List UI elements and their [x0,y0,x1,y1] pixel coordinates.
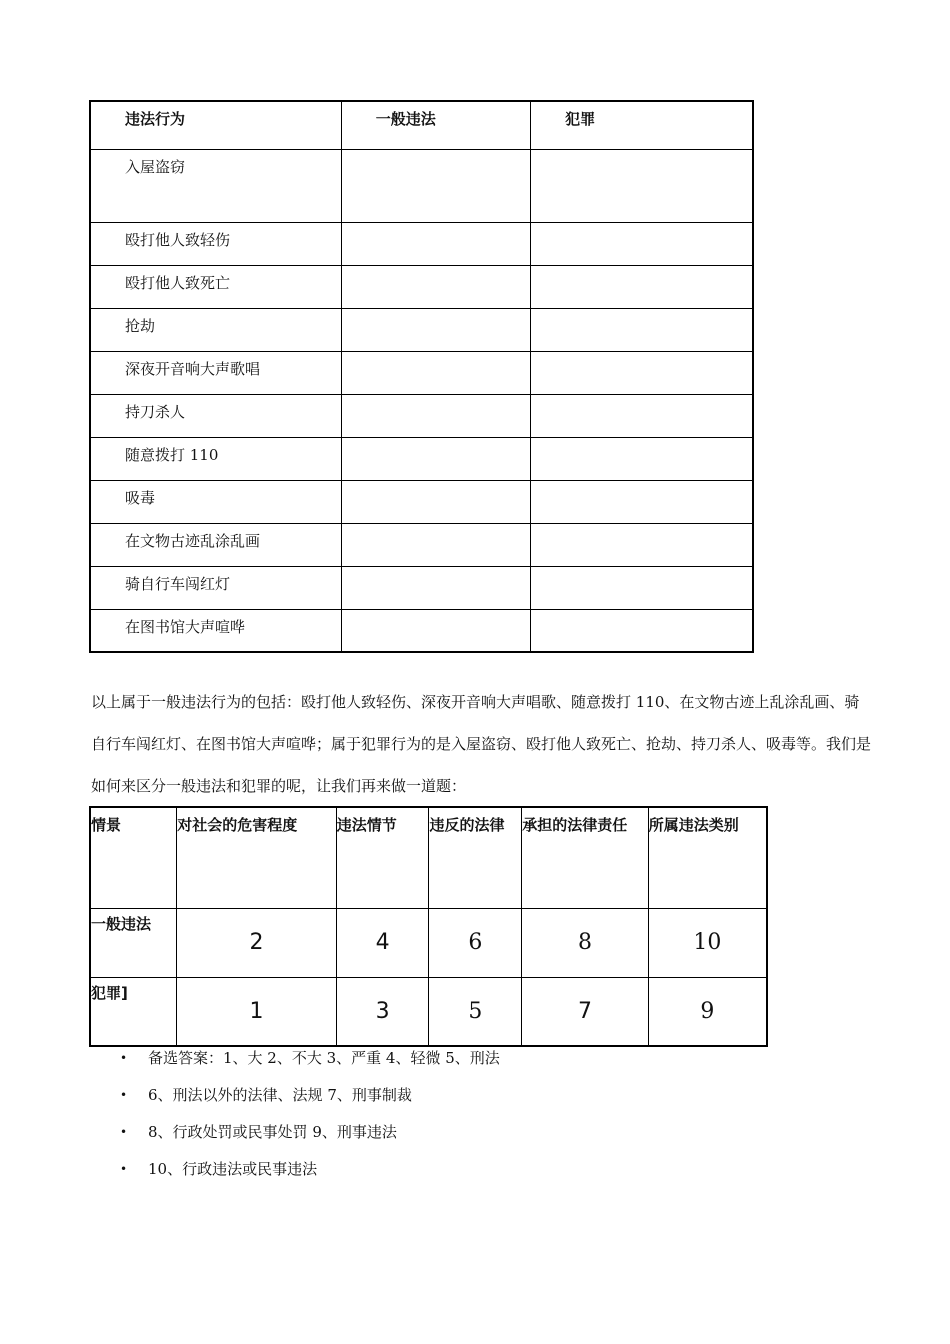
table-row [90,566,753,609]
table-row [90,394,753,437]
answer-cell-crime [531,566,753,609]
option-text: 备选答案：1、大 2、不大 3、严重 4、轻微 5、刑法 [148,1049,500,1067]
answer-cell-crime [531,437,753,480]
value-cell: 4 [336,908,429,977]
list-item [120,1077,500,1114]
value-cell: 10 [648,908,767,977]
answer-cell-crime [531,609,753,652]
value-cell: 9 [648,977,767,1046]
list-item [120,1040,500,1077]
behavior-cell: 持刀杀人 [90,394,341,437]
answer-cell-general [341,480,530,523]
answer-cell-general [341,394,530,437]
behavior-cell: 随意拨打 110 [90,437,341,480]
answer-cell-general [341,437,530,480]
option-text: 8、行政处罚或民事处罚 9、刑事违法 [148,1123,397,1141]
table-row [90,908,767,977]
value-cell: 1 [177,977,336,1046]
answer-cell-crime [531,523,753,566]
answer-cell-general [341,149,530,222]
behavior-cell: 入屋盗窃 [90,149,341,222]
option-text: 6、刑法以外的法律、法规 7、刑事制裁 [148,1086,412,1104]
option-text: 10、行政违法或民事违法 [148,1160,318,1178]
header-cell-crime: 犯罪 [531,101,753,149]
behavior-cell: 深夜开音响大声歌唱 [90,351,341,394]
behavior-cell: 殴打他人致轻伤 [90,222,341,265]
answer-cell-crime [531,265,753,308]
value-cell: 3 [336,977,429,1046]
answer-cell-crime [531,351,753,394]
bullet-icon: • [120,1125,128,1139]
header-cell-behavior: 违法行为 [90,101,341,149]
table-row [90,480,753,523]
behavior-cell: 在文物古迹乱涂乱画 [90,523,341,566]
bullet-icon: • [120,1051,128,1065]
header-cell-harm-degree: 对社会的危害程度 [177,807,336,908]
table-row [90,265,753,308]
value-cell: 7 [522,977,649,1046]
answer-cell-crime [531,480,753,523]
row-label: 犯罪] [90,977,177,1046]
list-item [120,1151,500,1188]
answer-cell-general [341,265,530,308]
answer-cell-crime [531,308,753,351]
value-cell: 2 [177,908,336,977]
table-header-row [90,101,753,149]
behavior-cell: 在图书馆大声喧哗 [90,609,341,652]
comparison-table [89,806,768,1047]
table-row [90,149,753,222]
answer-cell-general [341,308,530,351]
answer-cell-crime [531,222,753,265]
answer-cell-general [341,222,530,265]
behavior-cell: 抢劫 [90,308,341,351]
header-cell-category: 所属违法类别 [648,807,767,908]
table-row [90,523,753,566]
answer-options-list [120,1040,500,1188]
table-row [90,308,753,351]
value-cell: 5 [429,977,522,1046]
summary-paragraph: 以上属于一般违法行为的包括：殴打他人致轻伤、深夜开音响大声唱歌、随意拨打 110、在文物古迹上乱涂乱画、骑自行车闯红灯、在图书馆大声喧哗；属于犯罪行为的是入屋盗窃、殴打他人致死亡、抢劫、持刀杀人、吸毒等。我们是如何来区分一般违法和犯罪的呢，让我们再来做一道题： [91,693,872,795]
header-cell-scenario: 情景 [90,807,177,908]
table-header-row [90,807,767,908]
answer-cell-general [341,609,530,652]
value-cell: 6 [429,908,522,977]
row-label: 一般违法 [90,908,177,977]
answer-cell-crime [531,149,753,222]
value-cell: 8 [522,908,649,977]
header-cell-circumstances: 违法情节 [336,807,429,908]
table-row [90,609,753,652]
offense-classification-table [89,100,754,653]
answer-cell-general [341,351,530,394]
header-cell-law-violated: 违反的法律 [429,807,522,908]
table-row [90,437,753,480]
header-cell-liability: 承担的法律责任 [522,807,649,908]
answer-cell-crime [531,394,753,437]
table-row [90,222,753,265]
bullet-icon: • [120,1088,128,1102]
behavior-cell: 吸毒 [90,480,341,523]
answer-cell-general [341,566,530,609]
bullet-icon: • [120,1162,128,1176]
behavior-cell: 骑自行车闯红灯 [90,566,341,609]
list-item [120,1114,500,1151]
header-cell-general-violation: 一般违法 [341,101,530,149]
table-row [90,977,767,1046]
behavior-cell: 殴打他人致死亡 [90,265,341,308]
table-row [90,351,753,394]
answer-cell-general [341,523,530,566]
